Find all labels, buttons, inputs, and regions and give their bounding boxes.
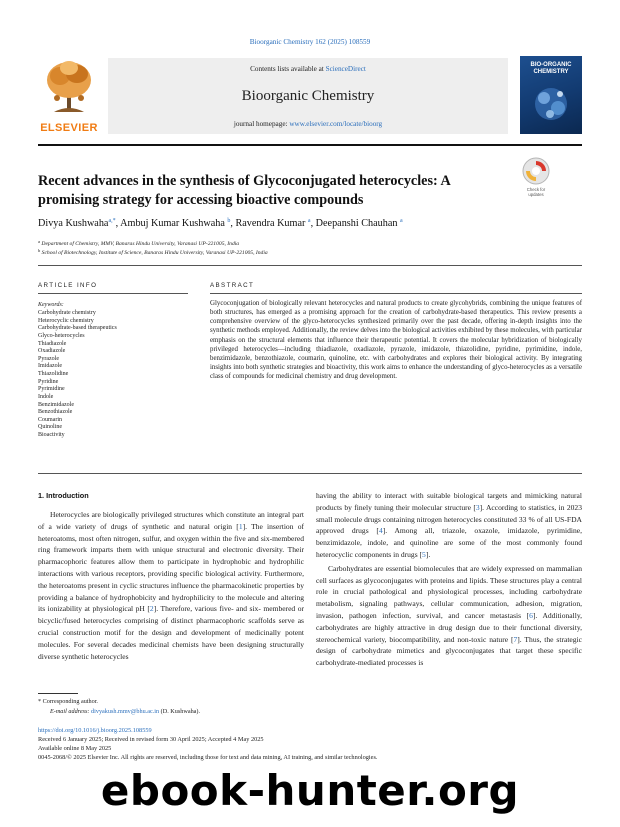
keyword: Oxadiazole [38, 348, 66, 355]
cover-title [520, 62, 582, 76]
homepage-prefix: journal homepage: [233, 120, 288, 128]
divider [38, 473, 582, 474]
affiliation [38, 248, 268, 256]
check-for-updates-label [516, 187, 556, 197]
keyword: Coumarin [38, 416, 62, 423]
author-separator: , [115, 218, 121, 229]
elsevier-wordmark: ELSEVIER [40, 122, 98, 134]
keyword: Thiadiazole [38, 340, 67, 347]
footnote-rule [38, 693, 78, 694]
article-info-label: ARTICLE INFO [38, 282, 98, 289]
available-online-date: Available online 8 May 2025 [38, 745, 112, 752]
author-separator: , [230, 218, 236, 229]
author-affiliation-marker[interactable]: a,* [108, 218, 116, 224]
header-rule [38, 144, 582, 146]
author-affiliation-marker[interactable]: b [227, 218, 231, 224]
keyword: Glyco-heterocycles [38, 332, 85, 339]
section-heading: 1. Introduction [38, 491, 89, 500]
keyword: Thiazolidine [38, 371, 69, 377]
keyword: Indole [38, 393, 54, 400]
citation-link[interactable]: 2 [149, 604, 154, 614]
tree-logo-icon [44, 58, 94, 116]
abstract-label: ABSTRACT [210, 282, 255, 289]
affiliation-marker: b [38, 248, 41, 253]
journal-cover[interactable] [520, 56, 582, 134]
received-dates: Received 6 January 2025; Received in revised form 30 April 2025; Accepted 4 May 2025 [38, 736, 264, 743]
cover-title-line2: CHEMISTRY [533, 69, 569, 75]
author-name: Ambuj Kumar Kushwaha [120, 218, 225, 229]
keyword: Imidazole [38, 363, 62, 370]
keywords-heading: Keywords: [38, 302, 64, 308]
keyword: Pyridine [38, 378, 59, 385]
author-name: Divya Kushwaha [38, 218, 109, 229]
author-affiliation-marker[interactable]: a [307, 218, 311, 224]
affiliation [38, 239, 239, 247]
keyword: Benzimidazole [38, 401, 74, 408]
journal-header [38, 56, 582, 138]
keyword: Bioactivity [38, 432, 65, 438]
keyword: Carbohydrate-based therapeutics [38, 325, 117, 332]
doi-link[interactable]: https://doi.org/10.1016/j.bioorg.2025.108559 [38, 727, 152, 734]
journal-info-box [108, 58, 508, 134]
author-name: Deepanshi Chauhan [315, 218, 398, 229]
author-affiliation-marker[interactable]: a [399, 218, 403, 224]
affiliation-marker: a [38, 239, 40, 244]
author-list [38, 218, 582, 229]
watermark-text: ebook-hunter.org [100, 766, 520, 815]
copyright-notice: 0045-2068/© 2025 Elsevier Inc. All rights are reserved, including those for text and data mining, AI training, and similar technologies. [38, 754, 378, 761]
corresponding-author-note: * Corresponding author. [38, 698, 98, 705]
intro-left-column [38, 490, 304, 664]
intro-right-column [316, 490, 582, 671]
author-separator: , [310, 218, 316, 229]
elsevier-logo[interactable] [38, 58, 100, 134]
citation-link[interactable]: 6 [529, 610, 533, 620]
keyword: Pyrazole [38, 355, 59, 362]
divider [210, 293, 582, 294]
journal-reference[interactable]: Bioorganic Chemistry 162 (2025) 108559 [249, 38, 371, 46]
citation-link[interactable]: 1 [238, 521, 243, 531]
citation-link[interactable]: 7 [513, 634, 518, 644]
keyword: Pyrimidine [38, 386, 65, 393]
keyword: Carbohydrate chemistry [38, 310, 96, 316]
divider [38, 265, 582, 266]
keyword-list [38, 310, 188, 440]
check-for-updates-icon[interactable] [521, 156, 551, 186]
abstract-text: Glycoconjugation of biologically relevant heterocycles and natural products to create glycohybrids, combining the unique features of both structures, has emerged as a promising approach for the creation of carbohydrate-based therapeutics. This review presents a comprehensive overview of the glyco-heterocycles synthesized primarily over the past decade, offering in-depth insights into the synthetic methods employed. Additionally, the review delves into the biological activities exhibited by these molecules, with particular emphasis on the structural elements that influence their therapeutic potential. It covers the molecular hybridization of biologically privileged heterocycles—including thiadiazole, oxadiazole, pyrazole, imidazole, thiazolidine, pyridine, pyrimidine, indole, benzimidazole, benzothiazole, coumarin, quinoline, etc. with carbohydrates and explores their biological activity. By integrating insights into both synthetic strategies and bioactivity, this work aims to enhance the understanding of glyco-heterocycles as a versatile class of compounds for medicinal chemistry and drug development. [210, 300, 582, 380]
keyword: Quinoline [38, 424, 62, 431]
check-label-line2: updates [528, 192, 544, 197]
check-label-line1: Check for [526, 187, 546, 192]
citation-link[interactable]: 3 [475, 502, 480, 512]
cover-artwork-icon [530, 82, 572, 126]
email-label: E-mail address: [50, 708, 90, 715]
email-note [50, 708, 200, 715]
intro-paragraph: Carbohydrates are essential biomolecules that are widely expressed on mammalian cell surfaces as glycoconjugates with proteins and lipids. These structures play a central role in crucial pathological and physiological processes, including carbohydrate metabolism, signaling pathways, cellular communication, adhesion, migration, invasion, pathogen infection, survival, and cancer metastasis [6]. Additionally, carbohydrates are highly attractive in drug design due to their functional diversity, stereochemical variety, biocompatibility, and non-toxic nature [7]. Thus, the strategic design of carbohydrate mimetics and glycoconjugates that target these specific carbohydrate-mediated processes is [316, 563, 583, 668]
cover-title-line1: BIO-ORGANIC [530, 62, 572, 68]
affiliation-text: Department of Chemistry, MMV, Banaras Hindu University, Varanasi UP-221005, India [41, 241, 240, 247]
intro-paragraph: having the ability to interact with suitable biological targets and mimicking natural products by finely tuning their molecular structure [3]. According to statistics, in 2023 small molecule drugs containing nitrogen heterocycles constituted 33 % of all US-FDA approved drugs [4]. Among all, triazole, oxazole, imidazole, pyrimidine, benzimidazole, indole, and quinoline are some of the most commonly found heterocyclic components in drugs [5]. [316, 491, 582, 559]
journal-title: Bioorganic Chemistry [241, 88, 375, 104]
citation-link[interactable]: 5 [422, 549, 426, 559]
keyword: Benzothiazole [38, 409, 73, 416]
article-title: Recent advances in the synthesis of Glycoconjugated heterocycles: A promising strategy for accessing bioactive compounds [38, 173, 450, 208]
author-name: Ravendra Kumar [235, 218, 306, 229]
divider [38, 293, 188, 294]
homepage-line [108, 120, 508, 128]
contents-line [108, 65, 508, 73]
intro-paragraph: Heterocycles are biologically privileged structures which constitute an integral part of a wide variety of drugs of synthetic and natural origin [1]. The insertion of heteroatoms, most often nitrogen, sulfur, and oxygen within the five and six-membered ring framework imparts them with unique structural and electronic diversity. Their pharmacophoric features allow them to participate in hydrophobic and hydrophilic interactions with various receptors, providing specific biological activity. Furthermore, the heteroatoms present in cyclic structures influence the pharmacokinetic properties by providing a balance of hydrophobicity and hydrophilicity to the molecule and altering its ionizability at physiological pH [2]. Therefore, various five- and six- membered or bicyclic/fused heterocycles comprising of distinct pharmacophoric scaffolds serve as crucial construction motif for the design and development of medicinally potent molecules. For several decades medicinal chemists have been designing structurally diverse synthetic heterocycles [38, 510, 304, 661]
contents-prefix: Contents lists available at [250, 65, 324, 73]
journal-homepage-link[interactable]: www.elsevier.com/locate/bioorg [289, 120, 383, 128]
email-link[interactable]: divyakush.mmv@bhu.ac.in [91, 708, 160, 715]
citation-link[interactable]: 4 [378, 526, 383, 536]
email-suffix: (D. Kushwaha). [160, 708, 201, 715]
affiliation-text: School of Biotechnology, Institute of Science, Banaras Hindu University, Varanasi UP-221005, India [41, 250, 268, 256]
sciencedirect-link[interactable]: ScienceDirect [325, 65, 366, 73]
keyword: Heterocyclic chemistry [38, 317, 94, 324]
